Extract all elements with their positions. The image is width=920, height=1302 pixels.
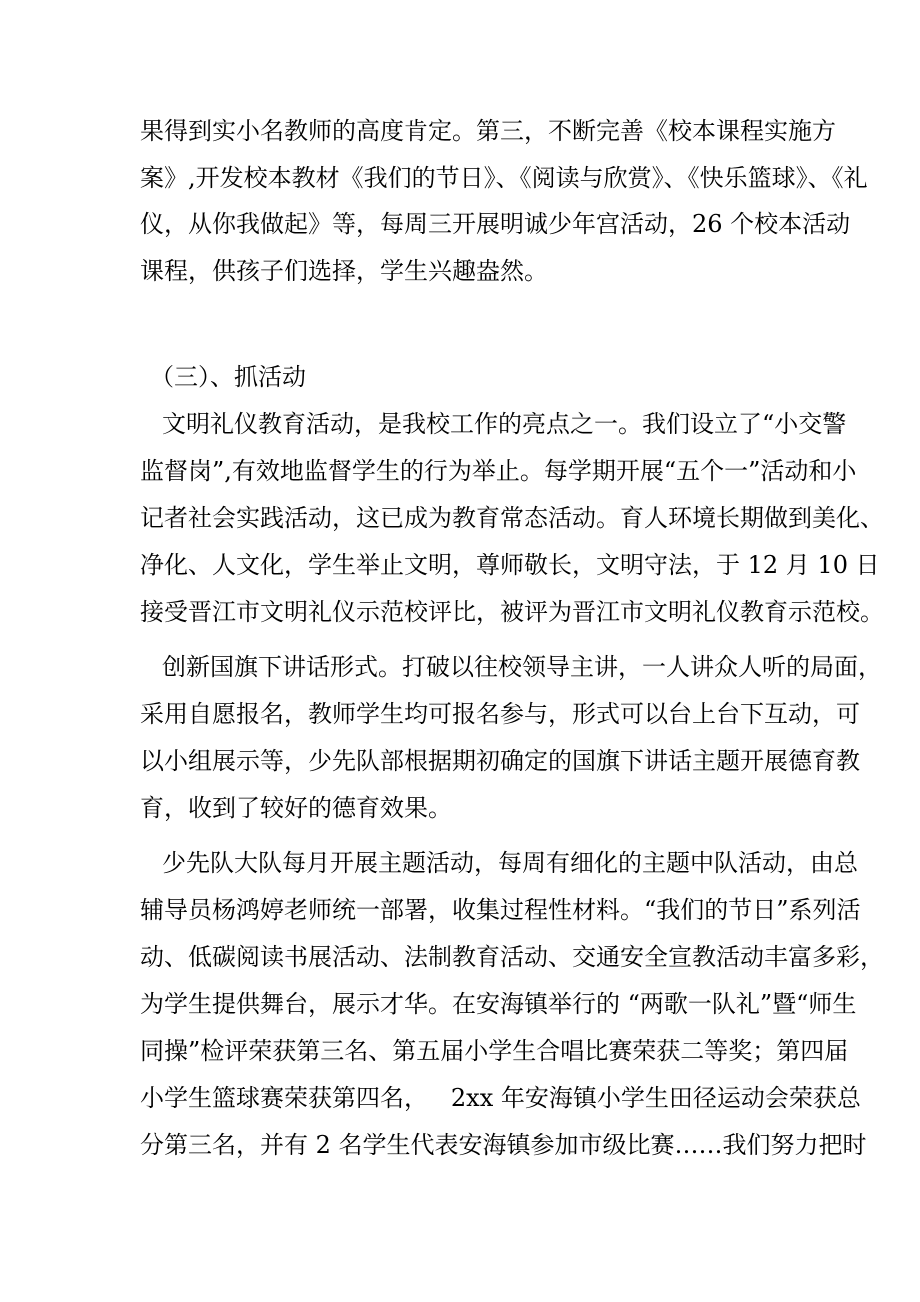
- paragraph-line: 接受晋江市文明礼仪示范校评比，被评为晋江市文明礼仪教育示范校。: [140, 598, 884, 626]
- paragraph-line: 仪，从你我做起》等，每周三开展明诚少年宫活动，26 个校本活动: [140, 210, 851, 238]
- paragraph-line: 动、低碳阅读书展活动、法制教育活动、交通安全宣教活动丰富多彩，: [140, 943, 884, 971]
- paragraph-line: 果得到实小名教师的高度肯定。第三，不断完善《校本课程实施方: [140, 117, 836, 145]
- paragraph-line: 小学生篮球赛荣获第四名， 2xx 年安海镇小学生田径运动会荣获总: [140, 1084, 861, 1112]
- paragraph-line: 监督岗”,有效地监督学生的行为举止。每学期开展“五个一”活动和小: [140, 457, 857, 485]
- paragraph-line: 课程，供孩子们选择，学生兴趣盎然。: [140, 257, 548, 285]
- paragraph-line: 创新国旗下讲话形式。打破以往校领导主讲，一人讲众人听的局面，: [162, 653, 882, 681]
- paragraph-line: 采用自愿报名，教师学生均可报名参与，形式可以台上台下互动，可: [140, 700, 860, 728]
- paragraph-line: 同操”检评荣获第三名、第五届小学生合唱比赛荣获二等奖；第四届: [140, 1037, 849, 1065]
- paragraph-line: 为学生提供舞台，展示才华。在安海镇举行的 “两歌一队礼”暨“师生: [140, 990, 857, 1018]
- paragraph-line: 分第三名，并有 2 名学生代表安海镇参加市级比赛……我们努力把时: [140, 1131, 867, 1159]
- paragraph-line: 案》,开发校本教材《我们的节日》、《阅读与欣赏》、《快乐篮球》、《礼: [140, 164, 868, 192]
- paragraph-line: 记者社会实践活动，这已成为教育常态活动。育人环境长期做到美化、: [140, 504, 884, 532]
- section-heading: （三）、抓活动: [150, 363, 306, 391]
- paragraph-line: 净化、人文化，学生举止文明，尊师敬长，文明守法，于 12 月 10 日: [140, 551, 880, 579]
- paragraph-line: 辅导员杨鸿婷老师统一部署，收集过程性材料。“我们的节日”系列活: [140, 896, 861, 924]
- paragraph-line: 以小组展示等，少先队部根据期初确定的国旗下讲话主题开展德育教: [140, 747, 860, 775]
- paragraph-line: 少先队大队每月开展主题活动，每周有细化的主题中队活动，由总: [162, 849, 858, 877]
- paragraph-line: 育，收到了较好的德育效果。: [140, 794, 452, 822]
- paragraph-line: 文明礼仪教育活动，是我校工作的亮点之一。我们设立了“小交警: [162, 410, 847, 438]
